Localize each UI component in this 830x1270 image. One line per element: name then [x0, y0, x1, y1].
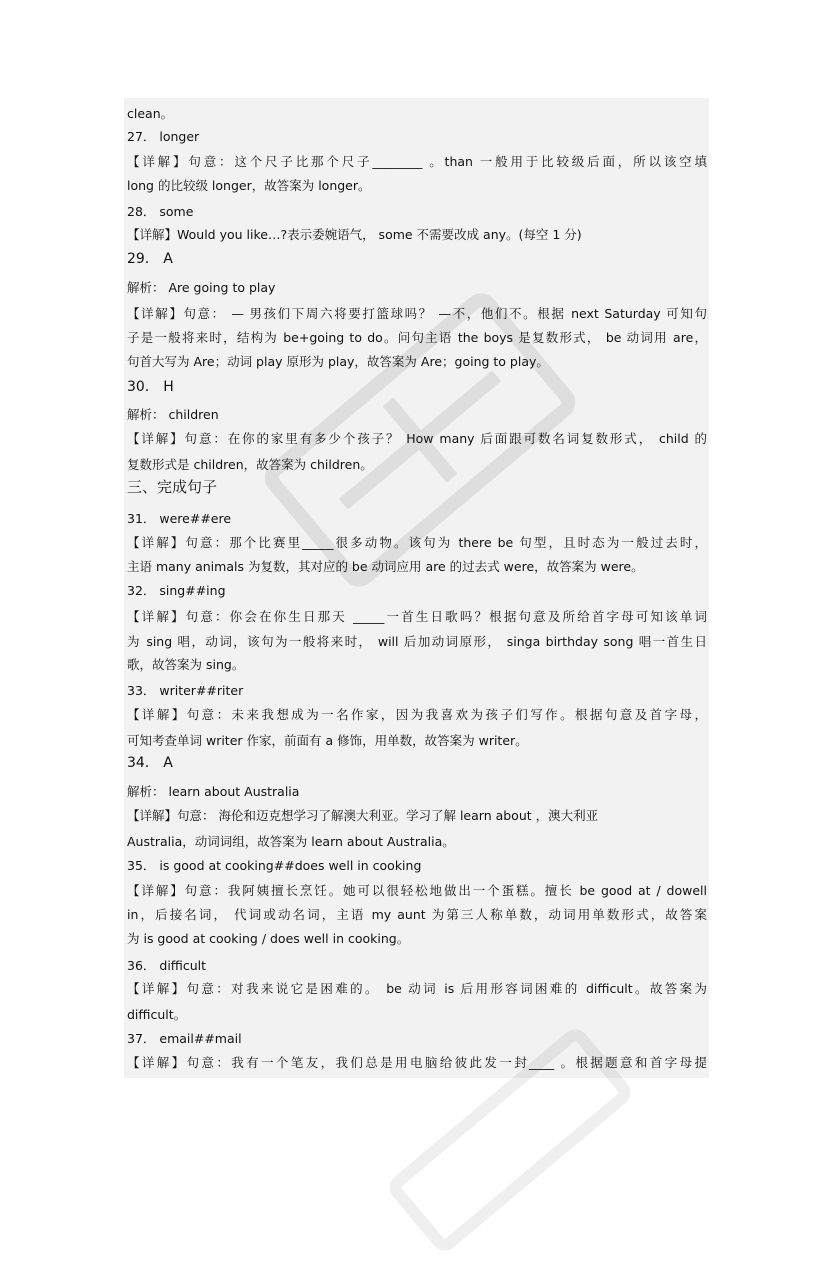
answer-line: 34． A [127, 755, 173, 771]
section-heading: 三、完成句子 [127, 478, 218, 496]
explanation-line: 【详解】句意： — 男孩们下周六将要打篮球吗？ —不，他们不。根据 next Saturday 可知句 [127, 306, 707, 321]
answer-line: 32． sing##ing [127, 583, 226, 598]
answer-line: 28． some [127, 204, 194, 219]
explanation-line: 复数形式是 children，故答案为 children。 [127, 457, 373, 472]
explanation-line: 【详解】句意：我阿姨擅长烹饪。她可以很轻松地做出一个蛋糕。擅长 be good at / dowell [127, 883, 707, 898]
explanation-line: 子是一般将来时，结构为 be+going to do。问句主语 the boys 是复数形式， be 动词用 are， [127, 330, 707, 345]
answer-line: 31． were##ere [127, 511, 232, 526]
answer-line: 29． A [127, 251, 173, 267]
explanation-line: 可知考查单词 writer 作家，前面有 a 修饰，用单数，故答案为 writer。 [127, 733, 528, 748]
text-line: clean。 [127, 106, 174, 121]
answer-line: 30． H [127, 379, 174, 395]
explanation-line: 【详解】句意：在你的家里有多少个孩子？ How many 后面跟可数名词复数形式， child 的 [127, 431, 707, 446]
explanation-line: 【详解】Would you like…?表示委婉语气， some 不需要改成 any。(每空 1 分) [127, 227, 582, 242]
explanation-line: 句首大写为 Are；动词 play 原形为 play，故答案为 Are；going to play。 [127, 354, 549, 369]
answer-line: 35． is good at cooking##does well in cooking [127, 858, 422, 873]
explanation-line: 【详解】句意： 海伦和迈克想学习了解澳大利亚。学习了解 learn about ，澳大利亚 [127, 808, 599, 823]
analysis-line: 解析： learn about Australia [127, 784, 300, 799]
explanation-line: 为 sing 唱，动词，该句为一般将来时， will 后加动词原形， singa birthday song 唱一首生日 [127, 634, 707, 649]
analysis-line: 解析： children [127, 407, 219, 422]
explanation-line: long 的比较级 longer，故答案为 longer。 [127, 178, 371, 193]
explanation-line: 【详解】句意：对我来说它是困难的。 be 动词 is 后用形容词困难的 difficult。故答案为 [127, 981, 707, 996]
explanation-line: 歌，故答案为 sing。 [127, 657, 245, 672]
answer-line: 37． email##mail [127, 1031, 242, 1046]
answer-line: 36． difficult [127, 958, 207, 973]
explanation-line: Australia，动词词组，故答案为 learn about Australia。 [127, 834, 455, 849]
explanation-line: difficult。 [127, 1007, 187, 1022]
answer-line: 33． writer##riter [127, 683, 244, 698]
explanation-line: 为 is good at cooking / does well in cooking。 [127, 931, 410, 946]
explanation-line: in，后接名词， 代词或动名词，主语 my aunt 为第三人称单数，动词用单数形式，故答案 [127, 907, 707, 922]
answer-line: 27． longer [127, 129, 200, 144]
explanation-line: 【详解】句意：我有一个笔友，我们总是用电脑给彼此发一封____ 。根据题意和首字母提 [127, 1055, 707, 1070]
explanation-line: 【详解】句意：未来我想成为一名作家，因为我喜欢为孩子们写作。根据句意及首字母， [127, 707, 707, 722]
explanation-line: 【详解】句意：那个比赛里_____很多动物。该句为 there be 句型，且时态为一般过去时， [127, 535, 707, 550]
explanation-line: 【详解】句意：你会在你生日那天 _____一首生日歌吗？根据句意及所给首字母可知该单词 [127, 609, 707, 624]
explanation-line: 【详解】句意：这个尺子比那个尺子________ 。than 一般用于比较级后面，所以该空填 [127, 154, 707, 169]
explanation-line: 主语 many animals 为复数，其对应的 be 动词应用 are 的过去式 were，故答案为 were。 [127, 559, 644, 574]
analysis-line: 解析： Are going to play [127, 280, 276, 295]
